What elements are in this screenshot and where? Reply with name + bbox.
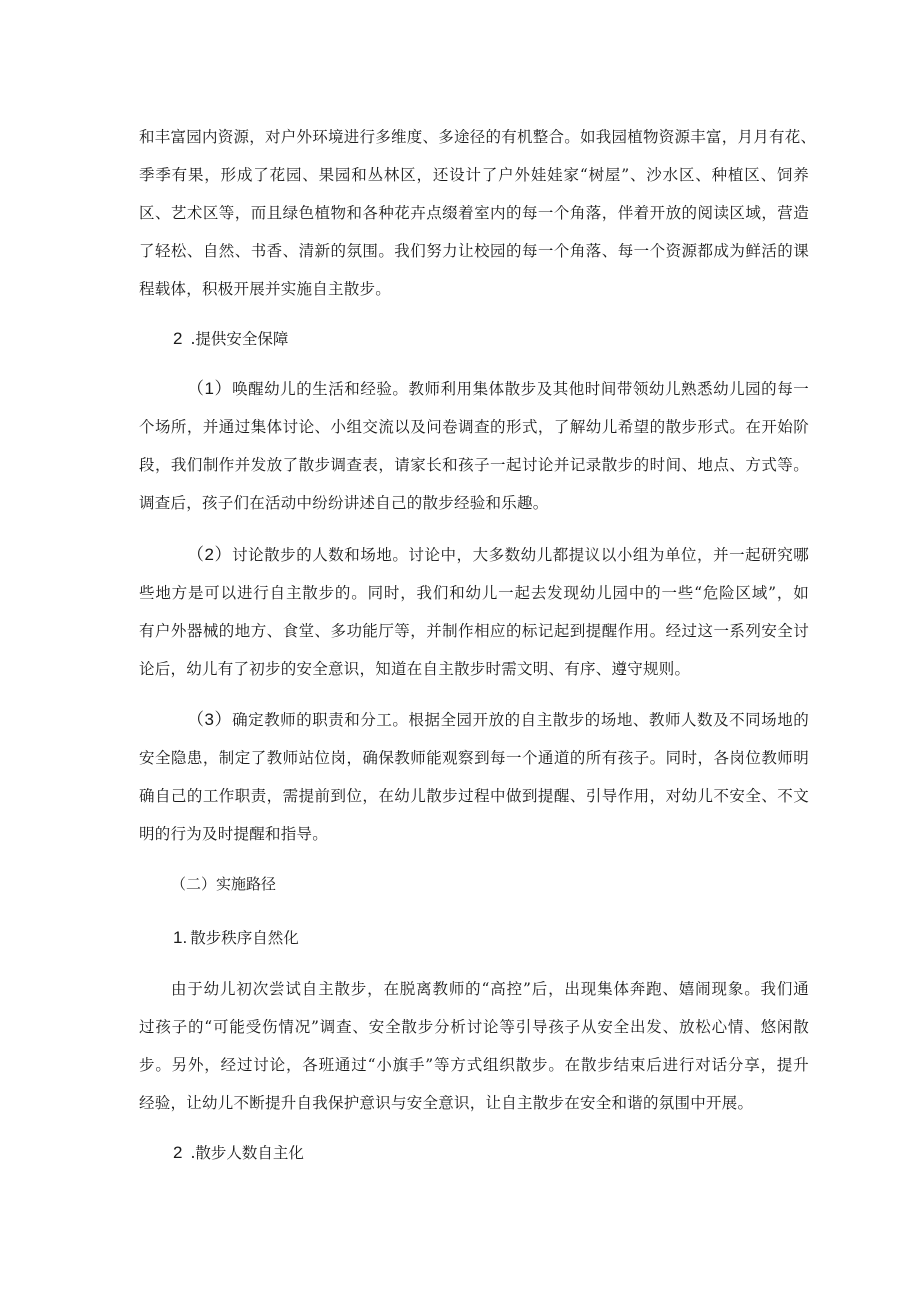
subheading-walk-numbers bbox=[173, 1143, 304, 1163]
text-line: 确自己的工作职责，需提前到位，在幼儿散步过程中做到提醒、引导作用，对幼儿不安全、不文 bbox=[139, 787, 809, 805]
subheading-number: 1. bbox=[173, 928, 188, 947]
item-text: 唤醒幼儿的生活和经验。教师利用集体散步及其他时间带领幼儿熟悉幼儿园的每一 bbox=[232, 380, 809, 398]
item-text: 讨论散步的人数和场地。讨论中，大多数幼儿都提议以小组为单位，并一起研究哪 bbox=[232, 546, 809, 564]
text-line: 些地方是可以进行自主散步的。同时，我们和幼儿一起去发现幼儿园中的一些“危险区域”，如 bbox=[139, 584, 809, 602]
text-line: 论后，幼儿有了初步的安全意识，知道在自主散步时需文明、有序、遵守规则。 bbox=[139, 660, 691, 678]
text-line: 过孩子的“可能受伤情况”调查、安全散步分析讨论等引导孩子从安全出发、放松心情、悠闲散 bbox=[139, 1018, 809, 1036]
item-text: 确定教师的职责和分工。根据全园开放的自主散步的场地、教师人数及不同场地的 bbox=[232, 711, 809, 729]
text-line: 季季有果，形成了花园、果园和丛林区，还设计了户外娃娃家“树屋”、沙水区、种植区、饲养 bbox=[139, 166, 809, 184]
text-line: 安全隐患，制定了教师站位岗，确保教师能观察到每一个通道的所有孩子。同时，各岗位教师明 bbox=[139, 749, 809, 767]
subheading-walk-order bbox=[173, 928, 299, 948]
text-line: 由于幼儿初次尝试自主散步，在脱离教师的“高控”后，出现集体奔跑、嬉闹现象。我们通 bbox=[171, 980, 809, 998]
text-line: 程载体，积极开展并实施自主散步。 bbox=[139, 280, 392, 298]
item-first-line bbox=[187, 379, 809, 399]
heading-title: .提供安全保障 bbox=[190, 330, 289, 348]
text-line: 段，我们制作并发放了散步调查表，请家长和孩子一起讨论并记录散步的时间、地点、方式等。 bbox=[139, 456, 809, 474]
item-marker: （2） bbox=[187, 545, 233, 564]
text-line: 调查后，孩子们在活动中纷纷讲述自己的散步经验和乐趣。 bbox=[139, 494, 549, 512]
text-line: 经验，让幼儿不断提升自我保护意识与安全意识，让自主散步在安全和谐的氛围中开展。 bbox=[139, 1094, 754, 1112]
text-line: 步。另外，经过讨论，各班通过“小旗手”等方式组织散步。在散步结束后进行对话分享，提升 bbox=[139, 1056, 809, 1074]
item-marker: （3） bbox=[187, 710, 233, 729]
text-line: 有户外器械的地方、食堂、多功能厅等，并制作相应的标记起到提醒作用。经过这一系列安全讨 bbox=[139, 622, 809, 640]
text-line: 个场所，并通过集体讨论、小组交流以及问卷调查的形式，了解幼儿希望的散步形式。在开始阶 bbox=[139, 418, 809, 436]
text-line: 和丰富园内资源，对户外环境进行多维度、多途径的有机整合。如我园植物资源丰富，月月有花、 bbox=[139, 128, 817, 146]
item-first-line bbox=[187, 545, 809, 565]
text-line: 明的行为及时提醒和指导。 bbox=[139, 825, 329, 843]
item-first-line bbox=[187, 710, 809, 730]
heading-number: 2 bbox=[173, 329, 183, 348]
item-marker: （1） bbox=[187, 379, 233, 398]
heading-safety-guarantee bbox=[173, 329, 288, 349]
subheading-title: .散步人数自主化 bbox=[190, 1144, 304, 1162]
section-heading-implementation-path: （二）实施路径 bbox=[171, 875, 277, 893]
text-line: 区、艺术区等，而且绿色植物和各种花卉点缀着室内的每一个角落，伴着开放的阅读区域，营造 bbox=[139, 204, 809, 222]
text-line: 了轻松、自然、书香、清新的氛围。我们努力让校园的每一个角落、每一个资源都成为鲜活的课 bbox=[139, 242, 809, 260]
subheading-number: 2 bbox=[173, 1143, 183, 1162]
subheading-title: 散步秩序自然化 bbox=[190, 929, 299, 947]
